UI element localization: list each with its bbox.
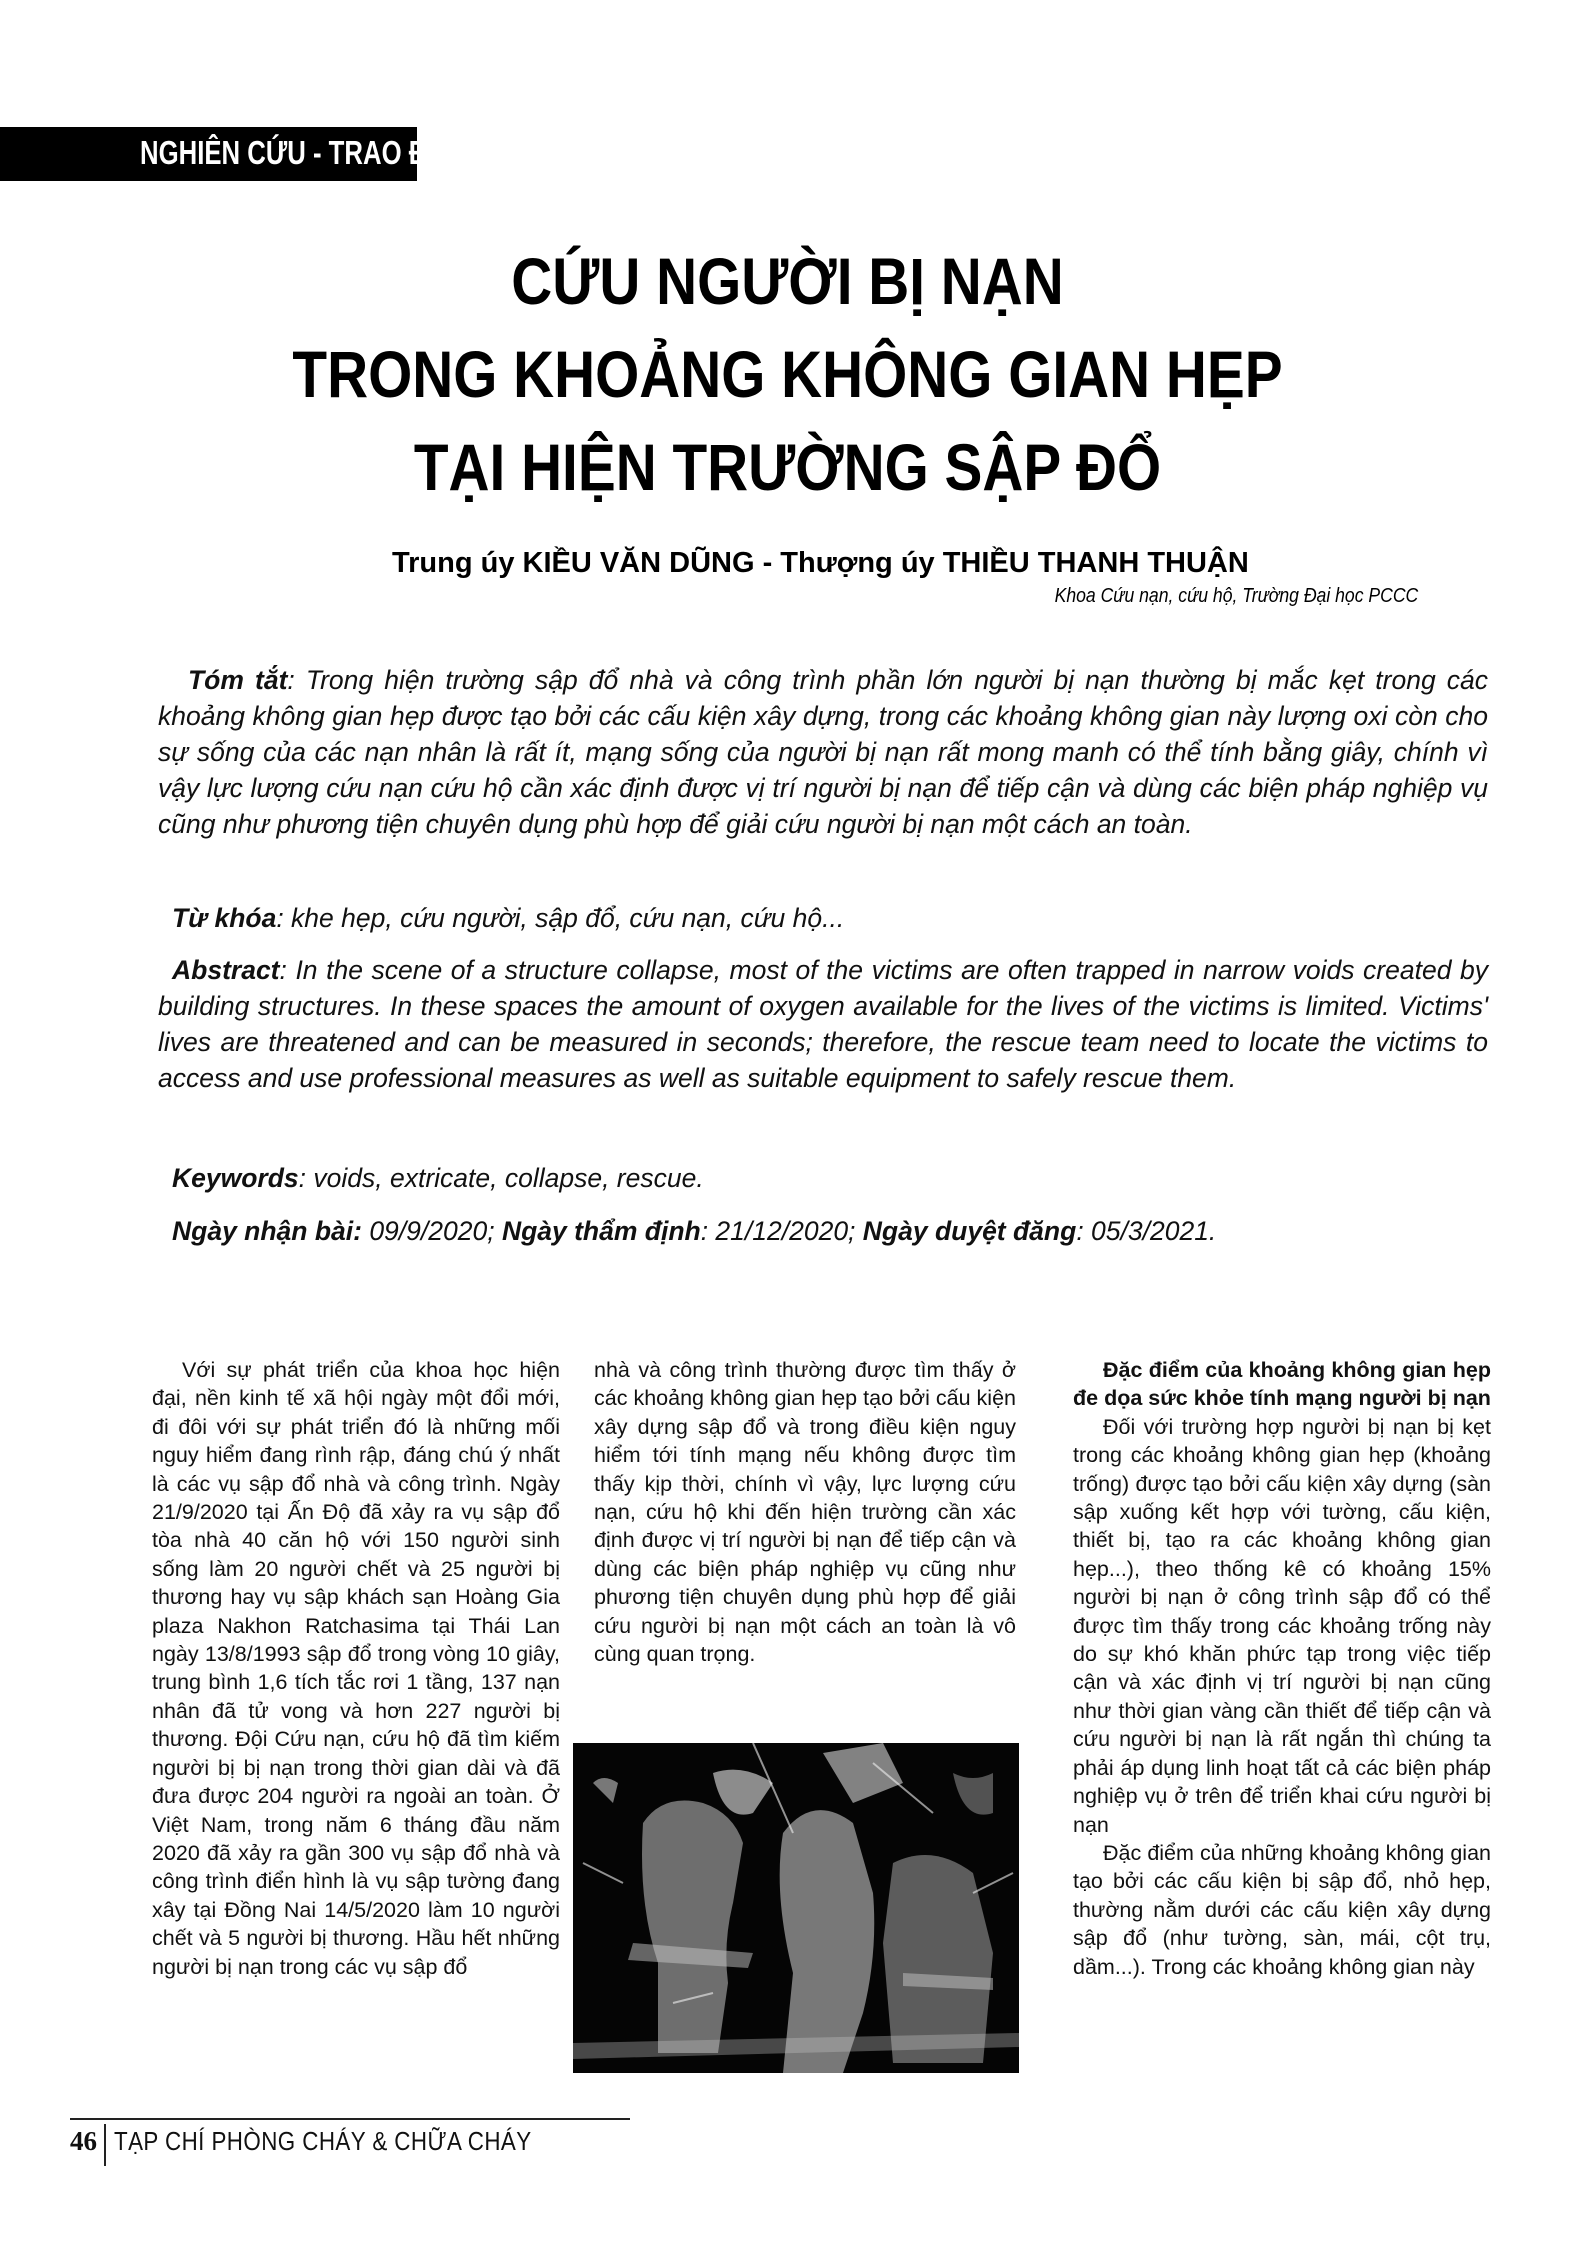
keywords-english [158, 1160, 1488, 1196]
section-label: NGHIÊN CỨU - TRAO ĐỔI [140, 134, 455, 171]
keywords-vi-label: Từ khóa [172, 903, 277, 933]
title-line: CỨU NGƯỜI BỊ NẠN [511, 244, 1064, 318]
abstract-vi-label: Tóm tắt [188, 665, 288, 695]
body-paragraph: Đối với trường hợp người bị nạn bị kẹt trong các khoảng không gian hẹp (khoảng trống) được tạo bởi cấu kiện xây dựng (sàn sập xuống kết hợp với tường, cấu kiện, thiết bị, tạo ra các khoảng không gian hẹp...), theo thống kê có khoảng 15% người bị nạn ở công trình sập đổ có thể được tìm thấy trong các khoảng trống này do sự khó khăn phức tạp trong việc tiếp cận và xác định vị trí người bị nạn cũng như thời gian vàng cần thiết để tiếp cận và cứu người bị nạn là rất ngắn thì chúng ta phải áp dụng linh hoạt tất cả các biện pháp nghiệp vụ ở trên để triển khai cứu người bị nạn [1073, 1414, 1491, 1837]
reviewed-label: Ngày thẩm định [501, 1216, 701, 1246]
body-paragraph: Đặc điểm của những khoảng không gian tạo bởi các cấu kiện bị sập đổ, nhỏ hẹp, thường nằm dưới các cấu kiện xây dựng sập đổ (như tường, sàn, mái, cột trụ, dầm...). Trong các khoảng không gian này [1073, 1840, 1491, 1979]
reviewed-date: : 21/12/2020; [700, 1216, 863, 1246]
title-line: TRONG KHOẢNG KHÔNG GIAN HẸP [292, 337, 1283, 411]
keywords-vi-text: : khe hẹp, cứu người, sập đổ, cứu nạn, cứu hộ... [276, 903, 845, 933]
keywords-en-label: Keywords [172, 1163, 299, 1193]
accepted-date: : 05/3/2021. [1076, 1216, 1217, 1246]
page-number: 46 [70, 2126, 97, 2156]
body-column-1 [152, 1356, 560, 1981]
footer-divider [70, 2118, 630, 2120]
abstract-vietnamese [158, 662, 1488, 842]
article-title [0, 235, 1575, 514]
abstract-en-text: : In the scene of a structure collapse, most of the victims are often trapped in narrow voids created by building structures. In these spaces the amount of oxygen available for the lives of the victims is limited. Victims' lives are threatened and can be measured in seconds; therefore, the rescue team need to locate the victims to access and use professional measures as well as suitable equipment to safely rescue them. [158, 955, 1488, 1093]
affiliation: Khoa Cứu nạn, cứu hộ, Trường Đại học PCCC [1054, 585, 1418, 607]
photo-image [573, 1743, 1019, 2073]
footer-separator [104, 2124, 106, 2166]
keywords-vietnamese [158, 900, 1488, 936]
article-dates [158, 1213, 1488, 1249]
body-column-2 [594, 1356, 1016, 1668]
abstract-english [158, 952, 1488, 1096]
title-line: TẠI HIỆN TRƯỜNG SẬP ĐỔ [413, 430, 1162, 504]
section-banner [0, 127, 455, 181]
section-heading: Đặc điểm của khoảng không gian hẹp đe dọa sức khỏe tính mạng người bị nạn [1073, 1358, 1491, 1411]
abstract-en-label: Abstract [172, 955, 280, 985]
body-paragraph: Với sự phát triển của khoa học hiện đại, nền kinh tế xã hội ngày một đổi mới, đi đôi với sự phát triển đó là những mối nguy hiểm đang rình rập, đáng chú ý nhất là các vụ sập đổ nhà và công trình. Ngày 21/9/2020 tại Ấn Độ đã xảy ra vụ sập đổ tòa nhà 40 căn hộ với 150 người sinh sống làm 20 người chết và 25 người bị thương hay vụ sập khách sạn Hoàng Gia plaza Nakhon Ratchasima tại Thái Lan ngày 13/8/1993 sập đổ trong vòng 10 giây, trung bình 1,6 tích tắc rơi 1 tầng, 137 nạn nhân đã tử vong và hơn 227 người bị thương. Đội Cứu nạn, cứu hộ đã tìm kiếm người bị bị nạn trong thời gian dài và đã đưa được 204 người ra ngoài an toàn. Ở Việt Nam, trong năm 6 tháng đầu năm 2020 đã xảy ra gần 300 vụ sập đổ nhà và công trình điển hình là vụ sập tường đang xây tại Đồng Nai 14/5/2020 làm 10 người chết và 5 người bị thương. Hầu hết những người bị nạn trong các vụ sập đổ [152, 1358, 560, 1979]
body-paragraph: nhà và công trình thường được tìm thấy ở các khoảng không gian hẹp tạo bởi cấu kiện xây dựng sập đổ và trong điều kiện nguy hiểm tới tính mạng nếu không được tìm thấy kịp thời, chính vì vậy, lực lượng cứu nạn, cứu hộ khi đến hiện trường cần xác định được vị trí người bị nạn để tiếp cận và dùng các biện pháp nghiệp vụ cũng như phương tiện chuyên dụng phù hợp để giải cứu người bị nạn một cách an toàn là vô cùng quan trọng. [594, 1358, 1016, 1667]
rescue-photo [573, 1743, 1019, 2073]
abstract-vi-text: : Trong hiện trường sập đổ nhà và công trình phần lớn người bị nạn thường bị mắc kẹt trong các khoảng không gian hẹp được tạo bởi các cấu kiện xây dựng, trong các khoảng không gian này lượng oxi còn cho sự sống của các nạn nhân là rất ít, mạng sống của người bị nạn rất mong manh có thể tính bằng giây, chính vì vậy lực lượng cứu nạn cứu hộ cần xác định được vị trí người bị nạn để tiếp cận và dùng các biện pháp nghiệp vụ cũng như phương tiện chuyên dụng phù hợp để giải cứu người bị nạn một cách an toàn. [158, 665, 1489, 839]
authors: Trung úy KIỀU VĂN DŨNG - Thượng úy THIỀU THANH THUẬN [392, 547, 1249, 579]
accepted-label: Ngày duyệt đăng [862, 1216, 1077, 1246]
body-column-3 [1073, 1356, 1491, 1981]
received-label: Ngày nhận bài: [172, 1216, 362, 1246]
received-date: 09/9/2020; [361, 1216, 502, 1246]
journal-name: TẠP CHÍ PHÒNG CHÁY & CHỮA CHÁY [114, 2126, 532, 2156]
keywords-en-text: : voids, extricate, collapse, rescue. [298, 1163, 704, 1193]
